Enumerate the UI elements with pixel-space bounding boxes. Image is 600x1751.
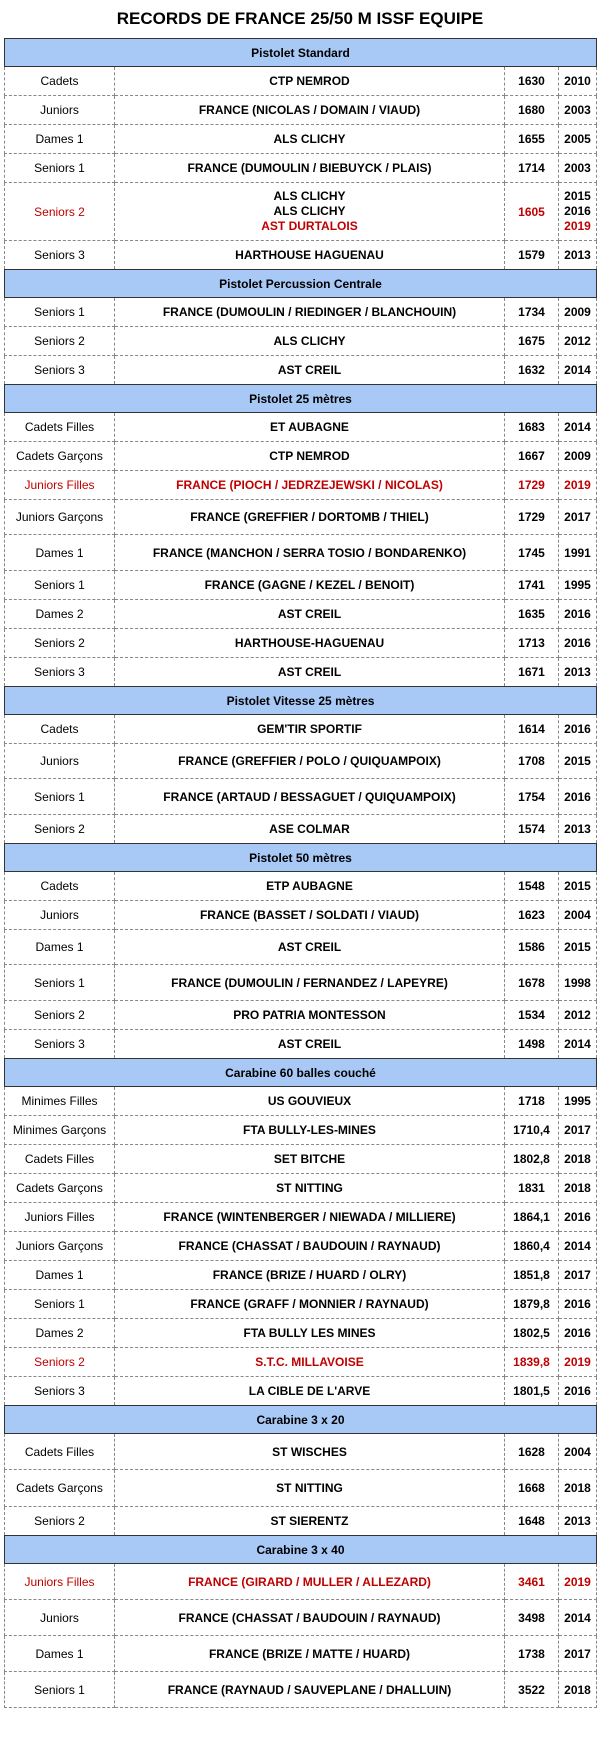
record-row [5, 1348, 597, 1377]
year-cell: 2016 [559, 1377, 597, 1406]
team-cell: ASE COLMAR [115, 815, 505, 844]
team-cell: GEM'TIR SPORTIF [115, 715, 505, 744]
record-row [5, 413, 597, 442]
record-row [5, 500, 597, 535]
year-cell: 2015 [559, 872, 597, 901]
cell-line: AST DURTALOIS [261, 219, 358, 233]
year-cell: 2019 [559, 1564, 597, 1600]
year-cell: 2003 [559, 96, 597, 125]
year-cell: 2012 [559, 1001, 597, 1030]
team-cell: FRANCE (DUMOULIN / BIEBUYCK / PLAIS) [115, 154, 505, 183]
team-cell: FTA BULLY-LES-MINES [115, 1116, 505, 1145]
year-cell: 2009 [559, 298, 597, 327]
score-cell: 1680 [505, 96, 559, 125]
category-cell: Juniors Garçons [5, 500, 115, 535]
score-cell: 1678 [505, 965, 559, 1001]
year-cell: 2012 [559, 327, 597, 356]
score-cell: 1839,8 [505, 1348, 559, 1377]
record-row [5, 125, 597, 154]
category-cell: Seniors 1 [5, 154, 115, 183]
record-row [5, 183, 597, 241]
team-cell: ST NITTING [115, 1174, 505, 1203]
team-cell: SET BITCHE [115, 1145, 505, 1174]
record-row [5, 535, 597, 571]
team-cell: FRANCE (ARTAUD / BESSAGUET / QUIQUAMPOIX) [115, 779, 505, 815]
section-header [5, 687, 597, 715]
score-cell: 1831 [505, 1174, 559, 1203]
score-cell: 1579 [505, 241, 559, 270]
score-cell: 1655 [505, 125, 559, 154]
category-cell: Seniors 1 [5, 779, 115, 815]
record-row [5, 930, 597, 965]
record-row [5, 1290, 597, 1319]
team-cell: HARTHOUSE HAGUENAU [115, 241, 505, 270]
category-cell: Juniors [5, 96, 115, 125]
year-cell: 2014 [559, 1030, 597, 1059]
category-cell: Juniors Filles [5, 471, 115, 500]
record-row [5, 1116, 597, 1145]
year-cell: 2018 [559, 1174, 597, 1203]
year-cell: 2017 [559, 1636, 597, 1672]
team-cell: FRANCE (BASSET / SOLDATI / VIAUD) [115, 901, 505, 930]
record-row [5, 872, 597, 901]
team-cell: FRANCE (GIRARD / MULLER / ALLEZARD) [115, 1564, 505, 1600]
score-cell: 1668 [505, 1470, 559, 1507]
team-cell: FRANCE (WINTENBERGER / NIEWADA / MILLIERE) [115, 1203, 505, 1232]
team-cell: FRANCE (PIOCH / JEDRZEJEWSKI / NICOLAS) [115, 471, 505, 500]
year-cell: 2017 [559, 1116, 597, 1145]
score-cell: 1708 [505, 744, 559, 779]
year-cell: 1998 [559, 965, 597, 1001]
category-cell: Seniors 1 [5, 298, 115, 327]
section-title: Pistolet Standard [5, 39, 597, 67]
year-cell: 2013 [559, 815, 597, 844]
score-cell: 1710,4 [505, 1116, 559, 1145]
category-cell: Cadets Garçons [5, 1470, 115, 1507]
score-cell: 1718 [505, 1087, 559, 1116]
team-cell: LA CIBLE DE L'ARVE [115, 1377, 505, 1406]
category-cell: Juniors Garçons [5, 1232, 115, 1261]
team-cell: US GOUVIEUX [115, 1087, 505, 1116]
score-cell: 1586 [505, 930, 559, 965]
score-cell: 1574 [505, 815, 559, 844]
year-cell: 1995 [559, 571, 597, 600]
category-cell: Seniors 2 [5, 1348, 115, 1377]
section-header [5, 385, 597, 413]
team-cell [115, 183, 505, 241]
score-cell: 1802,8 [505, 1145, 559, 1174]
record-row [5, 629, 597, 658]
category-cell: Juniors [5, 901, 115, 930]
score-cell: 1630 [505, 67, 559, 96]
year-cell: 2004 [559, 1434, 597, 1470]
record-row [5, 1636, 597, 1672]
category-cell: Dames 1 [5, 125, 115, 154]
team-cell: S.T.C. MILLAVOISE [115, 1348, 505, 1377]
year-cell: 2018 [559, 1470, 597, 1507]
cell-line: 2019 [564, 219, 591, 233]
score-cell: 1729 [505, 471, 559, 500]
year-cell: 2016 [559, 600, 597, 629]
record-row [5, 1030, 597, 1059]
record-row [5, 815, 597, 844]
record-row [5, 96, 597, 125]
record-row [5, 744, 597, 779]
score-cell: 1729 [505, 500, 559, 535]
score-cell: 1498 [505, 1030, 559, 1059]
category-cell: Dames 1 [5, 1261, 115, 1290]
team-cell: FTA BULLY LES MINES [115, 1319, 505, 1348]
team-cell: FRANCE (CHASSAT / BAUDOUIN / RAYNAUD) [115, 1232, 505, 1261]
score-cell: 1632 [505, 356, 559, 385]
section-title: Carabine 60 balles couché [5, 1059, 597, 1087]
score-cell: 1734 [505, 298, 559, 327]
record-row [5, 1564, 597, 1600]
year-cell: 2004 [559, 901, 597, 930]
score-cell: 1754 [505, 779, 559, 815]
category-cell: Dames 1 [5, 1636, 115, 1672]
record-row [5, 901, 597, 930]
score-cell: 1801,5 [505, 1377, 559, 1406]
year-cell: 2003 [559, 154, 597, 183]
score-cell: 1741 [505, 571, 559, 600]
category-cell: Seniors 2 [5, 183, 115, 241]
score-cell: 1683 [505, 413, 559, 442]
year-cell: 2017 [559, 1261, 597, 1290]
category-cell: Seniors 3 [5, 241, 115, 270]
team-cell: FRANCE (DUMOULIN / RIEDINGER / BLANCHOUIN) [115, 298, 505, 327]
score-cell: 1671 [505, 658, 559, 687]
score-cell: 1802,5 [505, 1319, 559, 1348]
team-cell: FRANCE (NICOLAS / DOMAIN / VIAUD) [115, 96, 505, 125]
section-title: Carabine 3 x 40 [5, 1536, 597, 1564]
score-cell: 1860,4 [505, 1232, 559, 1261]
section-header [5, 1536, 597, 1564]
team-cell: FRANCE (DUMOULIN / FERNANDEZ / LAPEYRE) [115, 965, 505, 1001]
record-row [5, 327, 597, 356]
record-row [5, 1470, 597, 1507]
year-cell: 2014 [559, 1600, 597, 1636]
record-row [5, 241, 597, 270]
team-cell: CTP NEMROD [115, 442, 505, 471]
year-cell: 2019 [559, 471, 597, 500]
category-cell: Minimes Garçons [5, 1116, 115, 1145]
record-row [5, 1001, 597, 1030]
score-cell: 1534 [505, 1001, 559, 1030]
category-cell: Seniors 2 [5, 327, 115, 356]
record-row [5, 715, 597, 744]
records-table [4, 38, 597, 1708]
team-cell: FRANCE (CHASSAT / BAUDOUIN / RAYNAUD) [115, 1600, 505, 1636]
year-cell: 2013 [559, 241, 597, 270]
category-cell: Dames 1 [5, 930, 115, 965]
category-cell: Juniors [5, 744, 115, 779]
record-row [5, 779, 597, 815]
record-row [5, 1232, 597, 1261]
category-cell: Dames 1 [5, 535, 115, 571]
section-header [5, 39, 597, 67]
year-cell: 2009 [559, 442, 597, 471]
category-cell: Cadets Garçons [5, 442, 115, 471]
category-cell: Dames 2 [5, 600, 115, 629]
category-cell: Cadets [5, 67, 115, 96]
score-cell: 1628 [505, 1434, 559, 1470]
cell-line: ALS CLICHY [273, 204, 346, 218]
category-cell: Dames 2 [5, 1319, 115, 1348]
record-row [5, 1203, 597, 1232]
year-cell: 2015 [559, 744, 597, 779]
category-cell: Cadets Filles [5, 1145, 115, 1174]
category-cell: Seniors 2 [5, 629, 115, 658]
team-cell: FRANCE (BRIZE / MATTE / HUARD) [115, 1636, 505, 1672]
year-cell: 2018 [559, 1145, 597, 1174]
year-cell: 2014 [559, 413, 597, 442]
team-cell: AST CREIL [115, 930, 505, 965]
record-row [5, 471, 597, 500]
record-row [5, 571, 597, 600]
team-cell: FRANCE (MANCHON / SERRA TOSIO / BONDARENKO) [115, 535, 505, 571]
score-cell: 3498 [505, 1600, 559, 1636]
section-header [5, 270, 597, 298]
year-cell: 1995 [559, 1087, 597, 1116]
team-cell: FRANCE (GREFFIER / POLO / QUIQUAMPOIX) [115, 744, 505, 779]
year-cell [559, 183, 597, 241]
team-cell: ST NITTING [115, 1470, 505, 1507]
year-cell: 2018 [559, 1672, 597, 1708]
year-cell: 2010 [559, 67, 597, 96]
record-row [5, 67, 597, 96]
record-row [5, 1261, 597, 1290]
year-cell: 2019 [559, 1348, 597, 1377]
team-cell: ETP AUBAGNE [115, 872, 505, 901]
team-cell: FRANCE (GREFFIER / DORTOMB / THIEL) [115, 500, 505, 535]
score-cell: 1548 [505, 872, 559, 901]
year-cell: 1991 [559, 535, 597, 571]
year-cell: 2016 [559, 779, 597, 815]
score-cell: 1738 [505, 1636, 559, 1672]
category-cell: Seniors 3 [5, 1030, 115, 1059]
cell-line: 2016 [564, 204, 591, 218]
category-cell: Seniors 1 [5, 1672, 115, 1708]
category-cell: Cadets [5, 715, 115, 744]
record-row [5, 600, 597, 629]
record-row [5, 1145, 597, 1174]
category-cell: Cadets Filles [5, 1434, 115, 1470]
section-header [5, 1406, 597, 1434]
team-cell: ST SIERENTZ [115, 1507, 505, 1536]
score-cell: 1605 [505, 183, 559, 241]
category-cell: Seniors 3 [5, 1377, 115, 1406]
score-cell: 1879,8 [505, 1290, 559, 1319]
score-cell: 1864,1 [505, 1203, 559, 1232]
score-cell: 1851,8 [505, 1261, 559, 1290]
year-cell: 2016 [559, 1290, 597, 1319]
record-row [5, 442, 597, 471]
section-title: Pistolet 50 mètres [5, 844, 597, 872]
category-cell: Cadets Filles [5, 413, 115, 442]
category-cell: Seniors 2 [5, 1507, 115, 1536]
section-title: Pistolet 25 mètres [5, 385, 597, 413]
score-cell: 1614 [505, 715, 559, 744]
year-cell: 2014 [559, 356, 597, 385]
year-cell: 2016 [559, 715, 597, 744]
record-row [5, 1600, 597, 1636]
score-cell: 1623 [505, 901, 559, 930]
category-cell: Seniors 1 [5, 965, 115, 1001]
team-cell: ET AUBAGNE [115, 413, 505, 442]
team-cell: ALS CLICHY [115, 125, 505, 154]
category-cell: Juniors [5, 1600, 115, 1636]
team-cell: FRANCE (BRIZE / HUARD / OLRY) [115, 1261, 505, 1290]
category-cell: Seniors 3 [5, 356, 115, 385]
score-cell: 1675 [505, 327, 559, 356]
team-cell: AST CREIL [115, 356, 505, 385]
section-header [5, 844, 597, 872]
record-row [5, 1087, 597, 1116]
category-cell: Juniors Filles [5, 1203, 115, 1232]
category-cell: Seniors 2 [5, 1001, 115, 1030]
record-row [5, 1174, 597, 1203]
team-cell: PRO PATRIA MONTESSON [115, 1001, 505, 1030]
team-cell: FRANCE (RAYNAUD / SAUVEPLANE / DHALLUIN) [115, 1672, 505, 1708]
category-cell: Juniors Filles [5, 1564, 115, 1600]
team-cell: ST WISCHES [115, 1434, 505, 1470]
year-cell: 2005 [559, 125, 597, 154]
score-cell: 1635 [505, 600, 559, 629]
record-row [5, 1672, 597, 1708]
score-cell: 1713 [505, 629, 559, 658]
cell-line: 2015 [564, 189, 591, 203]
category-cell: Seniors 3 [5, 658, 115, 687]
team-cell: AST CREIL [115, 658, 505, 687]
record-row [5, 1507, 597, 1536]
category-cell: Cadets [5, 872, 115, 901]
category-cell: Seniors 1 [5, 1290, 115, 1319]
score-cell: 1648 [505, 1507, 559, 1536]
record-row [5, 356, 597, 385]
category-cell: Seniors 1 [5, 571, 115, 600]
team-cell: AST CREIL [115, 600, 505, 629]
team-cell: FRANCE (GAGNE / KEZEL / BENOIT) [115, 571, 505, 600]
record-row [5, 1377, 597, 1406]
section-title: Carabine 3 x 20 [5, 1406, 597, 1434]
section-title: Pistolet Vitesse 25 mètres [5, 687, 597, 715]
score-cell: 1667 [505, 442, 559, 471]
category-cell: Cadets Garçons [5, 1174, 115, 1203]
category-cell: Seniors 2 [5, 815, 115, 844]
team-cell: ALS CLICHY [115, 327, 505, 356]
score-cell: 3522 [505, 1672, 559, 1708]
category-cell: Minimes Filles [5, 1087, 115, 1116]
year-cell: 2015 [559, 930, 597, 965]
year-cell: 2017 [559, 500, 597, 535]
score-cell: 1745 [505, 535, 559, 571]
score-cell: 1714 [505, 154, 559, 183]
section-title: Pistolet Percussion Centrale [5, 270, 597, 298]
year-cell: 2013 [559, 658, 597, 687]
year-cell: 2013 [559, 1507, 597, 1536]
year-cell: 2016 [559, 1203, 597, 1232]
cell-line: ALS CLICHY [273, 189, 346, 203]
record-row [5, 1434, 597, 1470]
page-title: RECORDS DE FRANCE 25/50 M ISSF EQUIPE [116, 9, 484, 28]
year-cell: 2016 [559, 629, 597, 658]
year-cell: 2016 [559, 1319, 597, 1348]
score-cell: 3461 [505, 1564, 559, 1600]
team-cell: HARTHOUSE-HAGUENAU [115, 629, 505, 658]
team-cell: FRANCE (GRAFF / MONNIER / RAYNAUD) [115, 1290, 505, 1319]
record-row [5, 154, 597, 183]
record-row [5, 965, 597, 1001]
team-cell: AST CREIL [115, 1030, 505, 1059]
record-row [5, 1319, 597, 1348]
year-cell: 2014 [559, 1232, 597, 1261]
team-cell: CTP NEMROD [115, 67, 505, 96]
section-header [5, 1059, 597, 1087]
record-row [5, 298, 597, 327]
record-row [5, 658, 597, 687]
